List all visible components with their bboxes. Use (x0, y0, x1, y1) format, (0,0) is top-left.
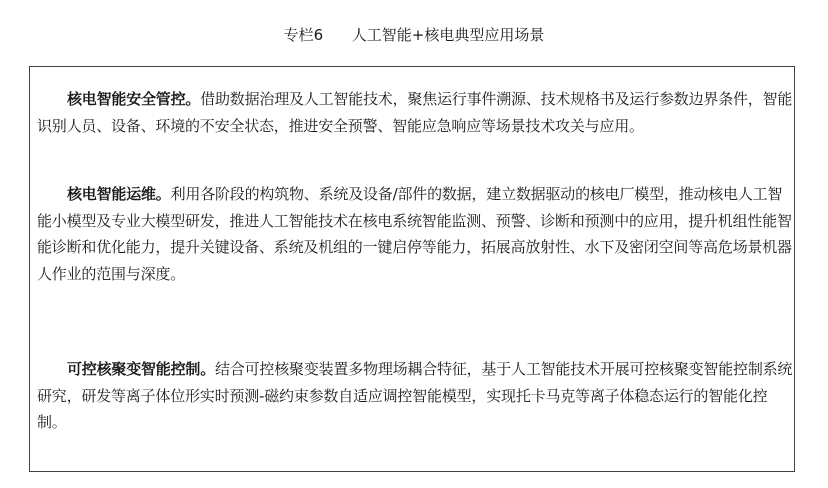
section-body: 借助数据治理及人工智能技术，聚焦运行事件溯源、技术规格书及运行参数边界条件，智能识别人员、设备、环境的不安全状态，推进安全预警、智能应急响应等场景技术攻关与应用。 (37, 90, 793, 135)
section-nuclear-safety (37, 86, 793, 139)
section-body: 结合可控核聚变装置多物理场耦合特征，基于人工智能技术开展可控核聚变智能控制系统研究，研发等离子体位形实时预测-磁约束参数自适应调控智能模型，实现托卡马克等离子体稳态运行的智能化控制。 (37, 360, 793, 431)
section-body: 利用各阶段的构筑物、系统及设备/部件的数据，建立数据驱动的核电厂模型，推动核电人工智能小模型及专业大模型研发，推进人工智能技术在核电系统智能监测、预警、诊断和预测中的应用，提升机组性能智能诊断和优化能力，提升关键设备、系统及机组的一键启停等能力，拓展高放射性、水下及密闭空间等高危场景机器人作业的范围与深度。 (37, 185, 792, 283)
section-nuclear-maintenance (37, 181, 793, 287)
section-lead: 核电智能安全管控。 (67, 90, 201, 108)
box-caption: 专栏6 人工智能+核电典型应用场景 (283, 26, 545, 44)
section-fusion-control (37, 356, 793, 436)
section-lead: 可控核聚变智能控制。 (67, 360, 216, 378)
section-lead: 核电智能运维。 (67, 185, 171, 203)
